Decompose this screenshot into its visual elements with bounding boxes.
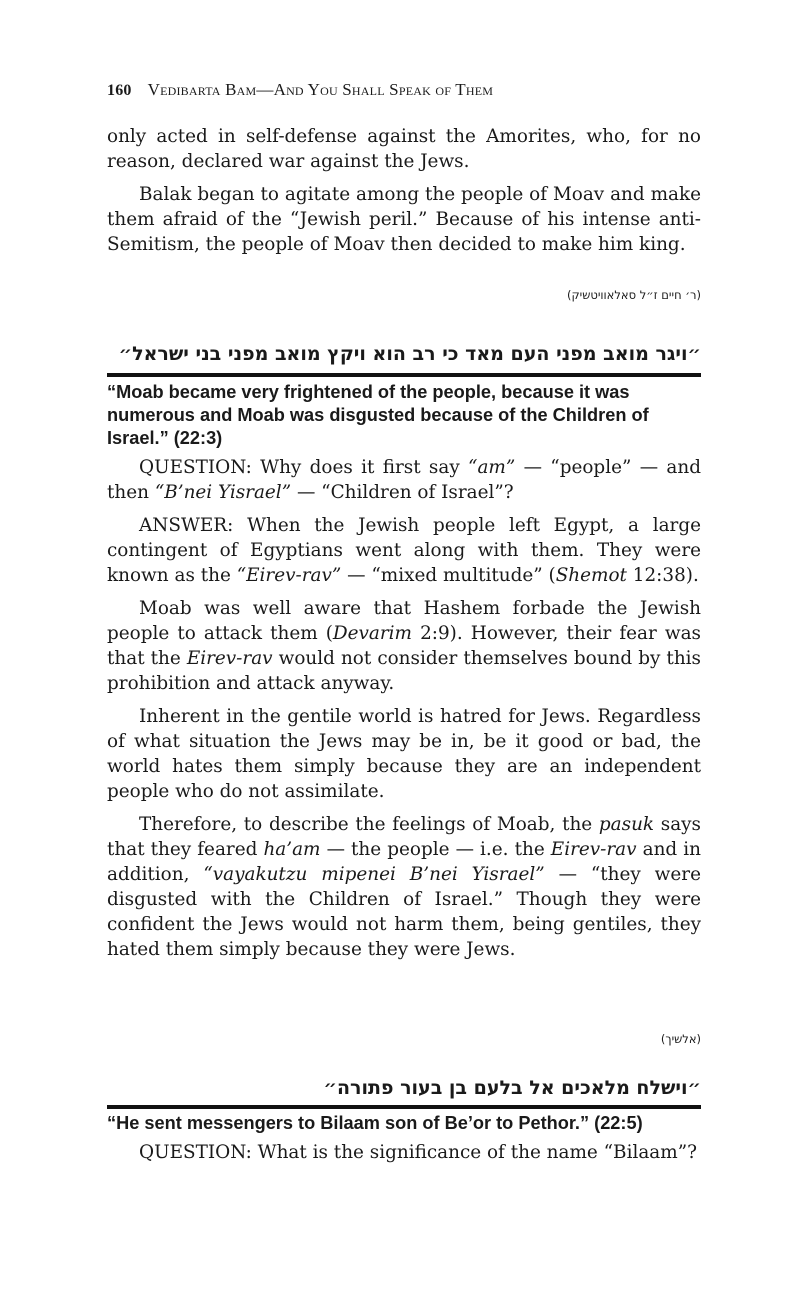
text-run: says that they feared [107,814,701,860]
source-citation: (ר׳ חיים ז״ל סאלאוויטשיק) [567,288,701,302]
running-title: Vedibarta Bam—And You Shall Speak of Them [147,80,494,99]
text-run: — “they were disgusted with the Children of Israel.” Though they were confident the Jews would not harm them, being gentiles, they hated them simply because they were Jews. [107,864,701,960]
text-run: “B’nei Yisrael” [154,482,292,503]
page-number: 160 [107,82,132,99]
text-run: Moab was well aware that Hashem forbade the Jewish people to attack them ( [107,598,701,644]
paragraph [107,596,701,696]
verse-translation: “He sent messengers to Bilaam son of Be’or to Pethor.” (22:5) [107,1113,643,1133]
text-run: — “Children of Israel”? [291,482,514,503]
paragraph: only acted in self-defense against the Amorites, who, for no reason, declared war against the Jews. [107,126,701,172]
question-paragraph: QUESTION: What is the significance of the name “Bilaam”? [139,1142,697,1163]
text-run: Therefore, to describe the feelings of Moab, the [139,814,599,835]
text-run: Devarim [332,623,413,644]
text-run: — “mixed multitude” ( [341,565,556,586]
text-run: Eirev-rav [550,839,637,860]
text-run: — “people” — and then [107,457,701,503]
text-run: “vayakutzu mipenei B’nei Yisrael” [203,864,545,885]
paragraph [107,812,701,962]
text-run: Eirev-rav [186,648,273,669]
text-run: 2:9). However, their fear was that the [107,623,701,669]
text-run: and in addition, [107,839,701,885]
paragraph: Inherent in the gentile world is hatred for Jews. Regardless of what situation the Jews may be in, be it good or bad, the world hates them simply because they are an independent people who do not assimilate. [107,706,701,802]
running-header [107,80,493,100]
answer-paragraph [107,513,701,588]
source-citation: (אלשיך) [660,1032,701,1046]
intro-section [107,124,701,257]
text-run: would not consider themselves bound by this prohibition and attack anyway. [107,648,701,694]
text-run: Shemot [555,565,627,586]
paragraph: Balak began to agitate among the people of Moav and make them afraid of the “Jewish peril.” Because of his intense anti-Semitism, the people of Moav then decided to make him king. [107,184,701,255]
text-run: ha’am [263,839,321,860]
text-run: — the people — i.e. the [320,839,551,860]
hebrew-verse-heading: ״וישלח מלאכים אל בלעם בן בעור פתורה״ [323,1077,701,1099]
text-run: “Eirev-rav” [236,565,342,586]
hebrew-verse-heading: ״ויגר מואב מפני העם מאד כי רב הוא ויקץ מואב מפני בני ישראל״ [118,343,701,365]
text-run: QUESTION: Why does it first say [139,457,469,478]
heading-rule [107,1105,701,1109]
verse-translation: “Moab became very frightened of the people, because it was numerous and Moab was disgusted because of the Children of Israel.” (22:3) [107,382,649,448]
text-run: ANSWER: When the Jewish people left Egypt, a large contingent of Egyptians went along with them. They were known as the [107,515,701,586]
text-run: pasuk [598,814,655,835]
section-verse-5 [107,1112,701,1165]
question-paragraph [107,455,701,505]
text-run: “am” [468,457,516,478]
section-verse-3 [107,381,701,962]
text-run: 12:38). [626,565,699,586]
heading-rule [107,373,701,377]
